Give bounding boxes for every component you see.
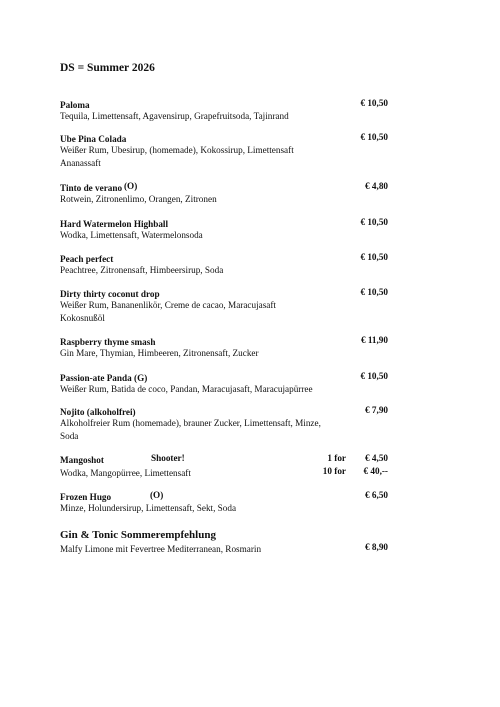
item-name: Raspberry thyme smash [60,337,156,347]
item-description: Malfy Limone mit Fevertree Mediterranean, Rosmarin [60,544,262,554]
page-title: DS = Summer 2026 [60,62,155,74]
item-description: Alkoholfreier Rum (homemade), brauner Zucker, Limettensaft, Minze, [60,418,321,428]
item-description: Weißer Rum, Batida de coco, Pandan, Maracujasaft, Maracujapürree [60,384,313,394]
item-price: € 10,50 [360,371,388,381]
item-description: Weißer Rum, Bananenlikör, Creme de cacao, Maracujasaft [60,300,276,310]
item-price: € 10,50 [360,132,388,142]
item-description-continued: Kokosnußöl [60,312,105,323]
item-name: Nojito (alkoholfrei) [60,407,136,417]
menu-item-frozen-hugo [60,489,388,515]
item-quantity-bulk: 10 for [322,466,346,476]
item-tag: (O) [124,181,138,191]
menu-item-hard-watermelon-highball [60,216,388,242]
menu-item-paloma [60,97,388,123]
menu-item-passion-ate-panda [60,370,388,396]
menu-item-gin-tonic [60,527,388,554]
item-name: Passion-ate Panda (G) [60,373,148,383]
item-name: Dirty thirty coconut drop [60,289,160,299]
item-tag: Shooter! [151,453,185,463]
menu-item-tinto-de-verano [60,180,388,206]
item-price: € 10,50 [360,252,388,262]
item-price: € 8,90 [365,542,388,552]
item-name: Peach perfect [60,254,114,264]
item-tag: (O) [150,490,164,500]
item-name: Tinto de verano [60,183,123,193]
menu-item-raspberry-thyme-smash [60,334,388,360]
item-description: Wodka, Limettensaft, Watermelonsoda [60,230,203,240]
item-price: € 10,50 [360,98,388,108]
item-description: Tequila, Limettensaft, Agavensirup, Grapefruitsoda, Tajinrand [60,111,289,121]
item-name: Ube Pina Colada [60,134,127,144]
item-description-continued: Ananassaft [60,157,101,168]
item-price: € 10,50 [360,287,388,297]
item-price: € 6,50 [365,490,388,500]
item-description: Wodka, Mangopürree, Limettensaft [60,468,191,478]
item-price-bulk: € 40,-- [363,466,388,476]
item-name: Hard Watermelon Highball [60,219,169,229]
item-description: Peachtree, Zitronensaft, Himbeersirup, Soda [60,265,224,275]
item-price: € 11,90 [360,335,388,345]
item-name: Paloma [60,100,90,110]
item-price: € 7,90 [365,405,388,415]
item-quantity: 1 for [327,453,346,463]
item-price: € 4,80 [365,181,388,191]
item-description-continued: Soda [60,430,79,441]
menu-item-peach-perfect [60,251,388,277]
menu-item-mangoshot [60,452,388,478]
item-price: € 4,50 [365,453,388,463]
menu-item-dirty-thirty-coconut-drop [60,286,388,324]
item-name: Gin & Tonic Sommerempfehlung [60,529,216,541]
item-description: Weißer Rum, Ubesirup, (homemade), Kokossirup, Limettensaft [60,145,294,155]
menu-item-ube-pina-colada [60,131,388,169]
menu-item-nojito [60,404,388,442]
item-description: Rotwein, Zitronenlimo, Orangen, Zitronen [60,194,217,204]
item-description: Minze, Holundersirup, Limettensaft, Sekt, Soda [60,503,237,513]
item-name: Frozen Hugo [60,492,112,502]
item-price: € 10,50 [360,217,388,227]
item-description: Gin Mare, Thymian, Himbeeren, Zitronensaft, Zucker [60,348,259,358]
item-name: Mangoshot [60,455,104,465]
